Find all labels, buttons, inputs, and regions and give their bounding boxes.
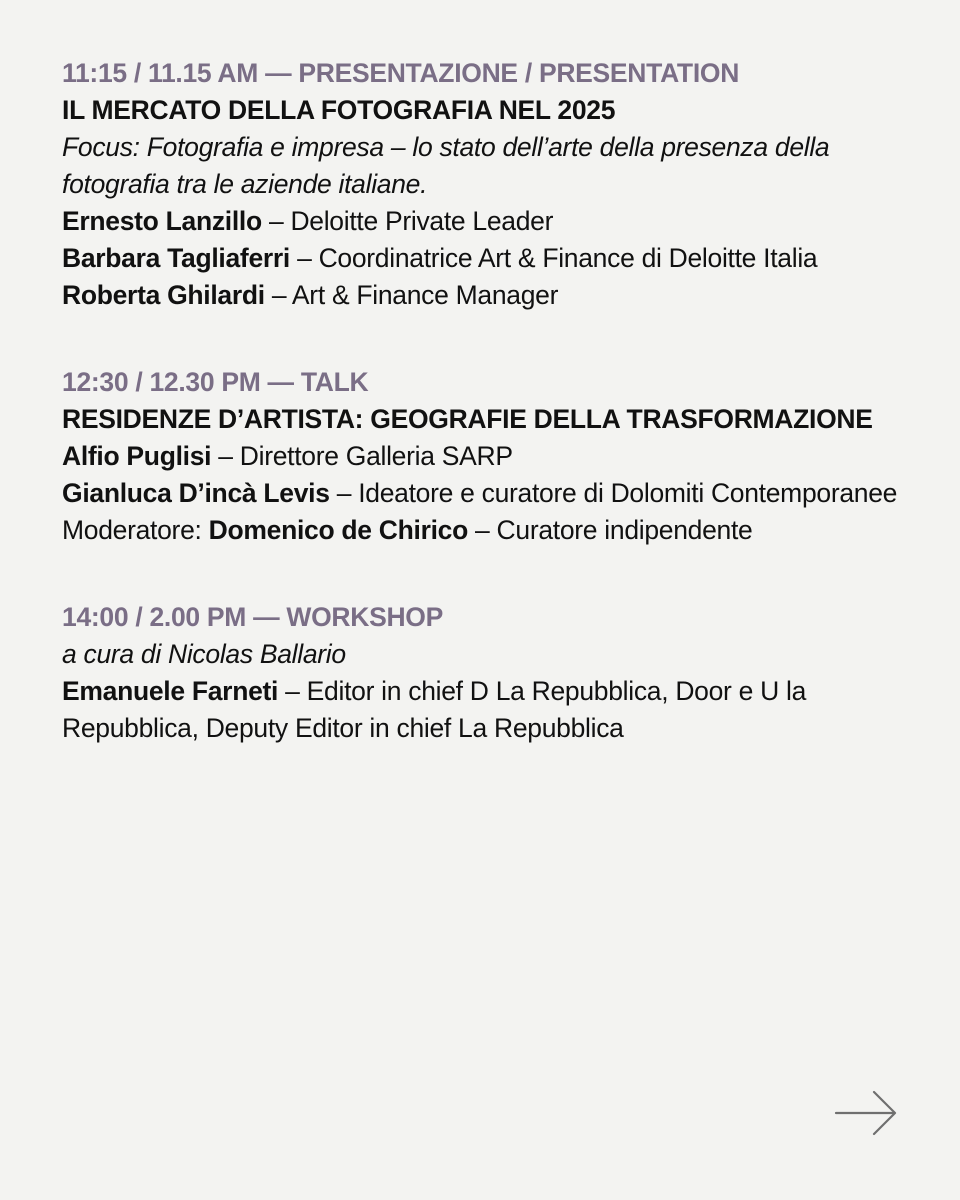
speaker-line: [62, 203, 932, 240]
speaker-role: – Coordinatrice Art & Finance di Deloitte Italia: [290, 243, 818, 273]
session-time: 11:15 / 11.15 AM — PRESENTAZIONE / PRESENTATION: [62, 58, 740, 88]
speaker-role: – Art & Finance Manager: [264, 280, 559, 310]
moderator-name: Domenico de Chirico: [208, 515, 468, 545]
speaker-name: Gianluca D’incà Levis: [62, 478, 330, 508]
speaker-name: Alfio Puglisi: [62, 441, 212, 471]
session-curator: a cura di Nicolas Ballario: [62, 639, 346, 669]
next-button[interactable]: [834, 1088, 898, 1138]
session-title: IL MERCATO DELLA FOTOGRAFIA NEL 2025: [62, 95, 616, 125]
session-time: 12:30 / 12.30 PM — TALK: [62, 367, 369, 397]
session-1: [62, 55, 932, 314]
moderator-role: – Curatore indipendente: [467, 515, 753, 545]
speaker-name: Roberta Ghilardi: [62, 280, 265, 310]
moderator-prefix: Moderatore:: [62, 515, 209, 545]
speaker-name: Barbara Tagliaferri: [62, 243, 290, 273]
speaker-line: [62, 240, 932, 277]
moderator-line: [62, 512, 932, 549]
session-title: RESIDENZE D’ARTISTA: GEOGRAFIE DELLA TRASFORMAZIONE: [62, 404, 873, 434]
speaker-name: Emanuele Farneti: [62, 676, 279, 706]
speaker-line: [62, 277, 932, 314]
session-3: [62, 599, 932, 747]
speaker-name: Ernesto Lanzillo: [62, 206, 262, 236]
speaker-line: [62, 438, 932, 475]
programme: [62, 55, 932, 747]
arrow-right-icon: [834, 1088, 898, 1138]
speaker-role: – Deloitte Private Leader: [261, 206, 554, 236]
speaker-role: – Direttore Galleria SARP: [211, 441, 513, 471]
session-time: 14:00 / 2.00 PM — WORKSHOP: [62, 602, 443, 632]
speaker-role: – Ideatore e curatore di Dolomiti Contemporanee: [329, 478, 898, 508]
session-2: [62, 364, 932, 549]
speaker-role: – Editor in chief D La Repubblica, Door e U la Repubblica, Deputy Editor in chief La Repubblica: [62, 676, 807, 743]
speaker-line: [62, 475, 932, 512]
speaker-line: [62, 673, 932, 747]
session-focus: Focus: Fotografia e impresa – lo stato dell’arte della presenza della fotografia tra le aziende italiane.: [62, 132, 830, 199]
